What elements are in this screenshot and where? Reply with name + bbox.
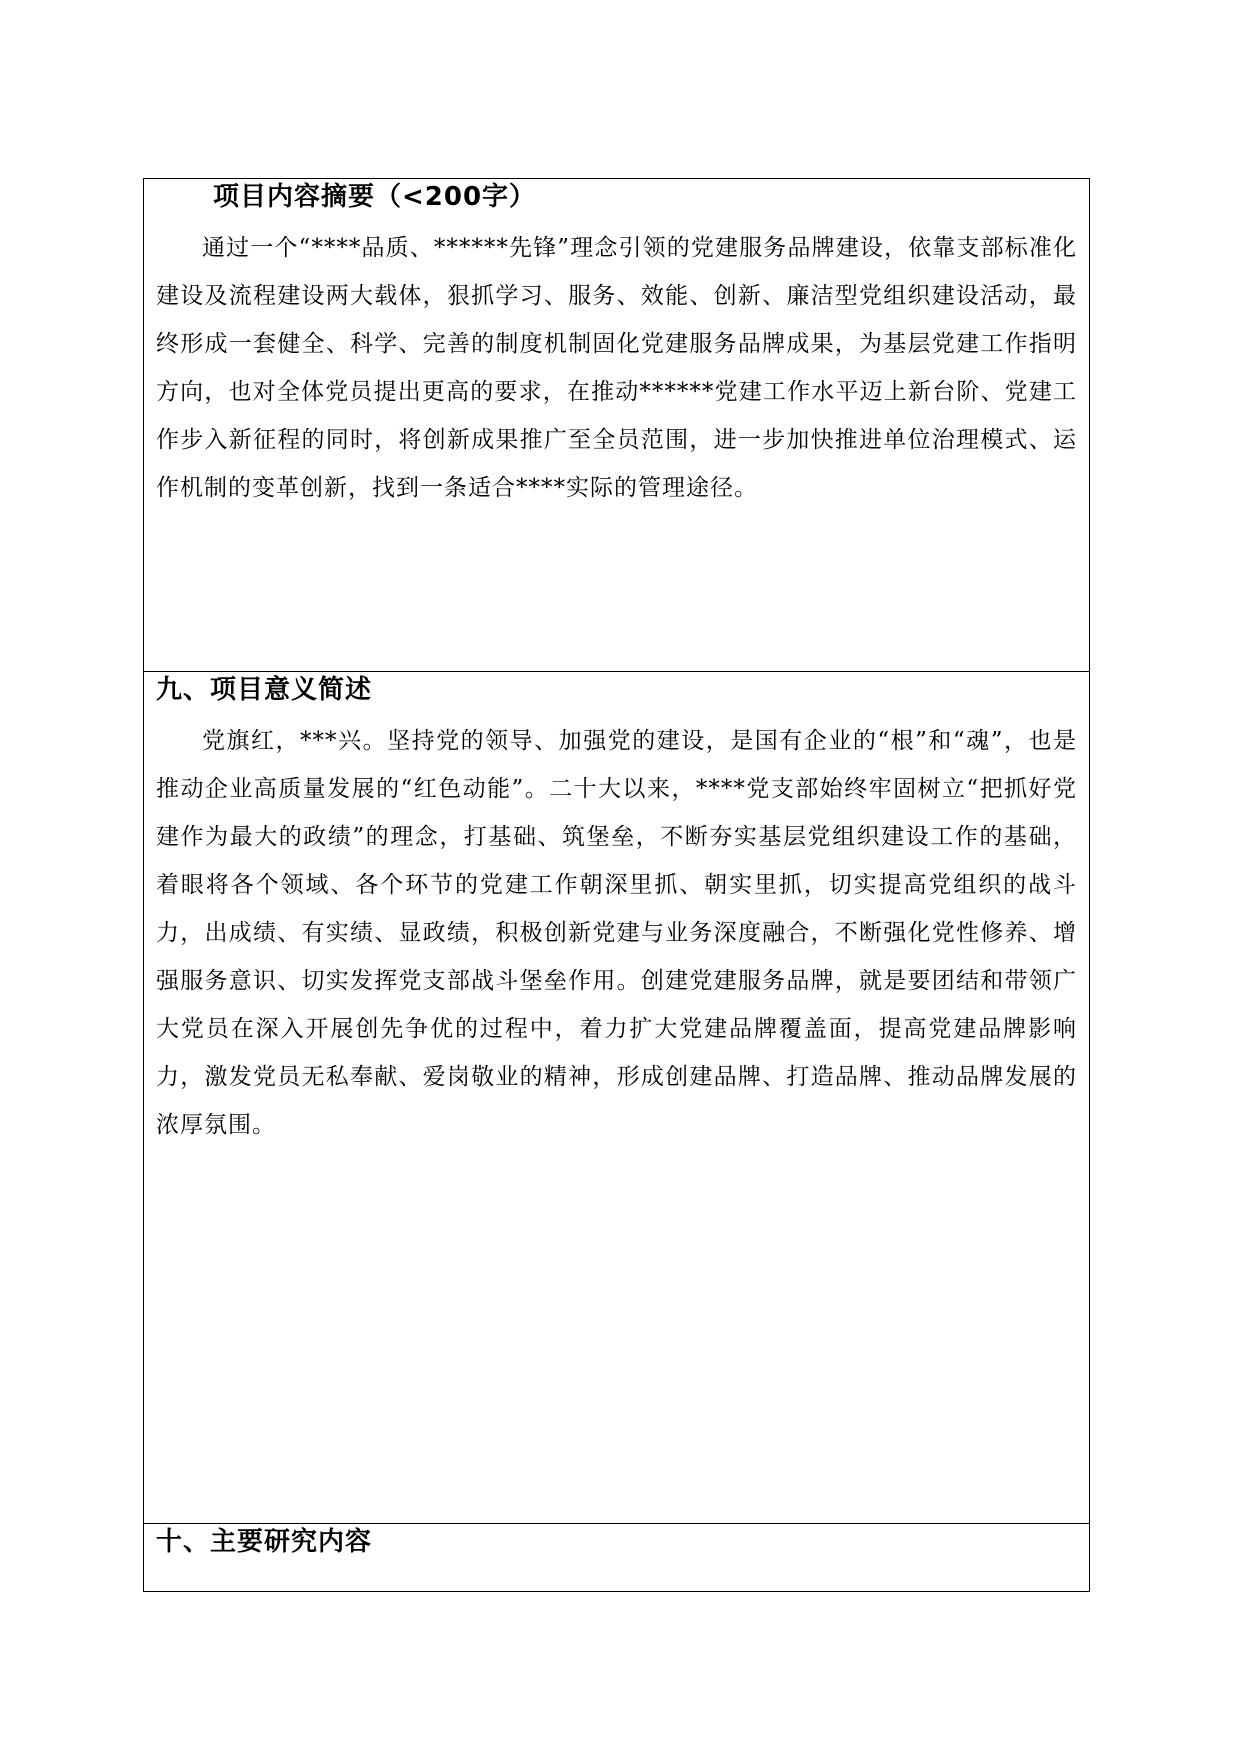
significance-section: [144, 671, 1089, 1523]
significance-title: 九、项目意义简述: [156, 675, 373, 705]
application-form-table: [143, 178, 1090, 1592]
summary-text: 通过一个“****品质、******先锋”理念引领的党建服务品牌建设，依靠支部标准化建设及流程建设两大载体，狠抓学习、服务、效能、创新、廉洁型党组织建设活动，最终形成一套健全、科学、完善的制度机制固化党建服务品牌成果，为基层党建工作指明方向，也对全体党员提出更高的要求，在推动******党建工作水平迈上新台阶、党建工作步入新征程的同时，将创新成果推广至全员范围，进一步加快推进单位治理模式、运作机制的变革创新，找到一条适合****实际的管理途径。: [156, 235, 1077, 501]
significance-text: 党旗红，***兴。坚持党的领导、加强党的建设，是国有企业的“根”和“魂”，也是推动企业高质量发展的“红色动能”。二十大以来，****党支部始终牢固树立“把抓好党建作为最大的政绩”的理念，打基础、筑堡垒，不断夯实基层党组织建设工作的基础，着眼将各个领域、各个环节的党建工作朝深里抓、朝实里抓，切实提高党组织的战斗力，出成绩、有实绩、显政绩，积极创新党建与业务深度融合，不断强化党性修养、增强服务意识、切实发挥党支部战斗堡垒作用。创建党建服务品牌，就是要团结和带领广大党员在深入开展创先争优的过程中，着力扩大党建品牌覆盖面，提高党建品牌影响力，激发党员无私奉献、爱岗敬业的精神，形成创建品牌、打造品牌、推动品牌发展的浓厚氛围。: [156, 728, 1077, 1138]
research-title: 十、主要研究内容: [156, 1527, 373, 1557]
research-section: [144, 1523, 1089, 1591]
summary-section: [144, 179, 1089, 671]
summary-title: 项目内容摘要（<200字）: [213, 182, 537, 212]
